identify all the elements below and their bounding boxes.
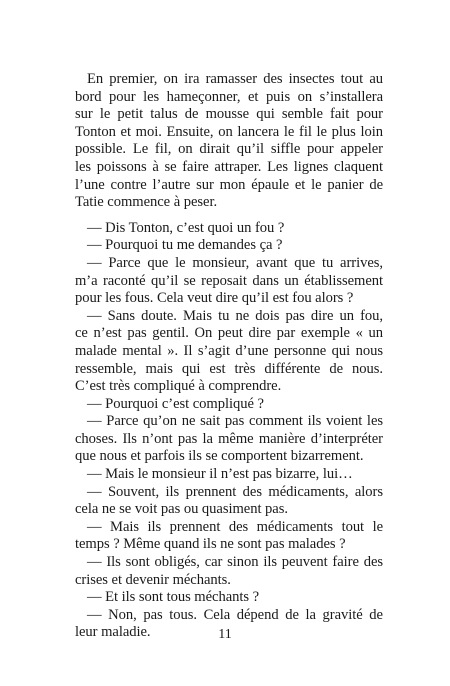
dialogue-line: — Parce qu’on ne sait pas comment ils voient les: [87, 413, 383, 430]
dialogue-line: temps ? Même quand ils ne sont pas malades ?: [75, 536, 346, 553]
dialogue-line: — Non, pas tous. Cela dépend de la gravité de: [87, 606, 383, 623]
text-line: bord pour les hameçonner, et puis on s’installera: [75, 88, 383, 105]
dialogue-line: pour les fous. Cela veut dire qu’il est fou alors ?: [75, 290, 354, 307]
dialogue-line: crises et devenir méchants.: [75, 571, 231, 588]
dialogue-line: ce n’est pas gentil. On peut dire par exemple « un: [75, 325, 383, 342]
dialogue-line: cela ne se voit pas ou quasiment pas.: [75, 501, 288, 518]
dialogue-line: — Mais ils prennent des médicaments tout le: [87, 518, 383, 535]
dialogue-line: choses. Ils n’ont pas la même manière d’interpréter: [75, 430, 383, 447]
dialogue-line: ressemble, mais qui est très différente de nous.: [75, 360, 383, 377]
text-line: les poissons à se faire attraper. Les lignes claquent: [75, 158, 383, 175]
paragraph-gap: [75, 212, 383, 220]
text-line: sur le petit talus de mousse qui semble fait pour: [75, 106, 383, 123]
text-line: Tonton et moi. Ensuite, on lancera le fil le plus loin: [75, 123, 383, 140]
dialogue-line: — Ils sont obligés, car sinon ils peuvent faire des: [87, 554, 383, 571]
dialogue-line: C’est très compliqué à comprendre.: [75, 378, 282, 395]
dialogue-line: — Pourquoi c’est compliqué ?: [87, 395, 264, 412]
text-line: En premier, on ira ramasser des insectes tout au: [87, 71, 383, 87]
book-page-text: [75, 71, 383, 642]
dialogue-line: — Dis Tonton, c’est quoi un fou ?: [87, 219, 285, 236]
text-line: Tatie commence à peser.: [75, 194, 218, 211]
text-line: possible. Le fil, on dirait qu’il siffle pour appeler: [75, 141, 383, 158]
page-number: 11: [218, 627, 232, 642]
dialogue-line: — Mais le monsieur il n’est pas bizarre, lui…: [87, 466, 353, 483]
dialogue-line: — Souvent, ils prennent des médicaments, alors: [87, 483, 383, 500]
dialogue-line: — Sans doute. Mais tu ne dois pas dire un fou,: [87, 307, 383, 324]
dialogue-line: — Et ils sont tous méchants ?: [87, 589, 260, 606]
dialogue-line: — Parce que le monsieur, avant que tu arrives,: [87, 254, 383, 271]
dialogue-line: m’a raconté qu’il se reposait dans un établissement: [75, 272, 383, 289]
dialogue-line: — Pourquoi tu me demandes ça ?: [87, 237, 283, 254]
text-line: l’une contre l’autre sur mon épaule et le panier de: [75, 176, 383, 193]
dialogue-line: malade mental ». Il s’agit d’une personne qui nous: [75, 342, 383, 359]
dialogue-line: que nous et parfois ils se comportent bizarrement.: [75, 448, 364, 465]
dialogue-line: leur maladie.: [75, 624, 151, 641]
